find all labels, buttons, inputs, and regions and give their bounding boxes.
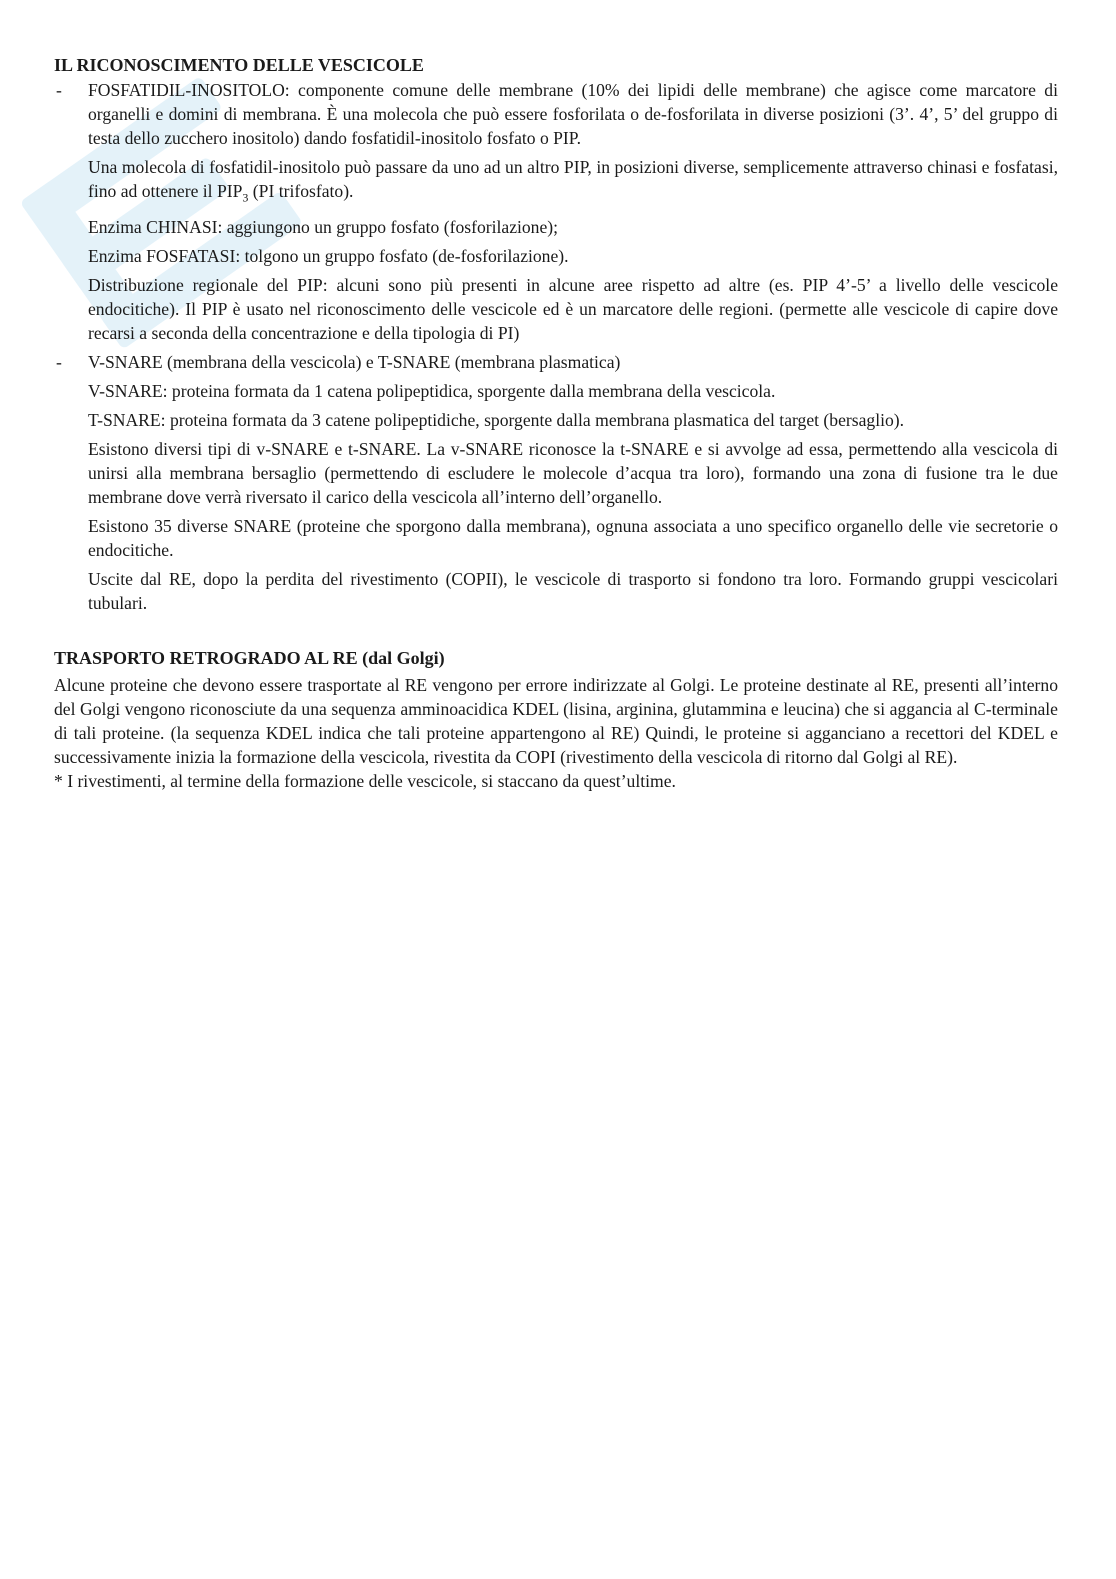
section-title-vescicole: IL RICONOSCIMENTO DELLE VESCICOLE (54, 55, 424, 75)
paragraph-snare-count: Esistono 35 diverse SNARE (proteine che sporgono dalla membrana), ognuna associata a uno specifico organello delle vie secretorie o endocitiche. (88, 515, 1058, 560)
pip-conversion-text: Una molecola di fosfatidil-inositolo può passare da uno ad un altro PIP, in posizioni diverse, semplicemente attraverso chinasi e fosfatasi, fino ad ottenere il PIP (88, 157, 1058, 201)
paragraph-v-snare: V-SNARE: proteina formata da 1 catena polipeptidica, sporgente dalla membrana della vescicola. (88, 380, 776, 401)
paragraph-fosfatidil-lead: FOSFATIDIL-INOSITOLO: componente comune delle membrane (10% dei lipidi delle membrane) che agisce come marcatore di organelli e domini di membrana. È una molecola che può essere fosforilata o de-fosforilata in diverse posizioni (3’. 4’, 5’ del gruppo di testa dello zucchero inositolo) dando fosfatidil-inositolo fosfato o PIP. (88, 80, 1058, 148)
document-page (54, 52, 1058, 793)
paragraph-snare-lead: V-SNARE (membrana della vescicola) e T-SNARE (membrana plasmatica) (88, 351, 621, 372)
paragraph-pip-conversion (88, 155, 1058, 210)
paragraph-kdel: Alcune proteine che devono essere trasportate al RE vengono per errore indirizzate al Golgi. Le proteine destinate al RE, presenti all’interno del Golgi vengono riconosciute da una sequenza amminoacidica KDEL (lisina, arginina, glutammina e leucina) che si aggancia al C-terminale di tali proteine. (la sequenza KDEL indica che tali proteine appartengono al RE) Quindi, le proteine si agganciano a recettori del KDEL e successivamente inizia la formazione della vescicola, rivestita da COPI (rivestimento della vescicola di ritorno dal Golgi al RE). (54, 674, 1058, 767)
paragraph-t-snare: T-SNARE: proteina formata da 3 catene polipeptidiche, sporgente dalla membrana plasmatica del target (bersaglio). (88, 409, 905, 430)
pip-conversion-tail: (PI trifosfato). (248, 181, 354, 201)
bullet-item-snare (54, 350, 1058, 615)
paragraph-fosfatasi: Enzima FOSFATASI: tolgono un gruppo fosfato (de-fosforilazione). (88, 245, 569, 266)
pip-subscript: 3 (242, 190, 249, 205)
paragraph-copii: Uscite dal RE, dopo la perdita del rivestimento (COPII), le vescicole di trasporto si fondono tra loro. Formando gruppi vescicolari tubulari. (88, 568, 1058, 613)
paragraph-distribuzione-pip: Distribuzione regionale del PIP: alcuni sono più presenti in alcune aree rispetto ad altre (es. PIP 4’-5’ a livello delle vescicole endocitiche). Il PIP è usato nel riconoscimento delle vescicole ed è un marcatore delle regioni. (permette alle vescicole di capire dove recarsi a seconda della concentrazione e della tipologia di PI) (88, 274, 1058, 343)
paragraph-chinasi: Enzima CHINASI: aggiungono un gruppo fosfato (fosforilazione); (88, 216, 559, 237)
bullet-dash: - (56, 80, 62, 100)
section-body-trasporto (54, 673, 1058, 793)
paragraph-snare-types: Esistono diversi tipi di v-SNARE e t-SNARE. La v-SNARE riconosce la t-SNARE e si avvolge ad essa, permettendo alla vescicola di unirsi alla membrana bersaglio (permettendo di escludere le molecole d’acqua tra loro), formando una zona di fusione tra le due membrane dove verrà riversato il carico della vescicola all’interno dell’organello. (88, 438, 1058, 507)
bullet-dash: - (56, 351, 62, 372)
paragraph-note: * I rivestimenti, al termine della formazione delle vescicole, si staccano da quest’ultime. (54, 770, 676, 791)
section-title-trasporto-retrogrado: TRASPORTO RETROGRADO AL RE (dal Golgi) (54, 647, 445, 668)
bullet-item-fosfatidil (54, 78, 1058, 345)
